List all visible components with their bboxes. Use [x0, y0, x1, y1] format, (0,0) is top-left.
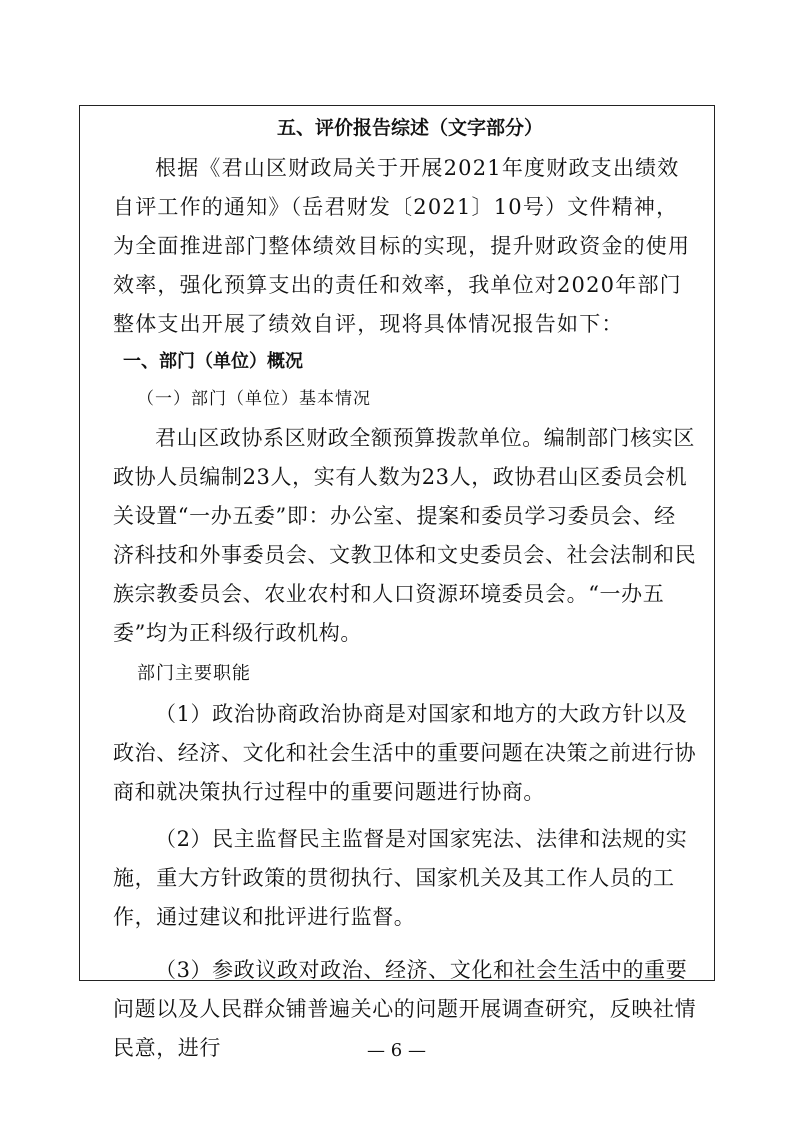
- function-item-1: （1）政治协商政治协商是对国家和地方的大政方针以及政治、经济、文化和社会生活中的重要问题在决策之前进行协商和就决策执行过程中的重要问题进行协商。: [113, 702, 697, 804]
- heading-department-overview: 一、部门（单位）概况: [123, 351, 303, 372]
- function-item-2: （2）民主监督民主监督是对国家宪法、法律和法规的实施，重大方针政策的贯彻执行、国家机关及其工作人员的工作，通过建议和批评进行监督。: [113, 827, 688, 929]
- section-title: 五、评价报告综述（文字部分）: [276, 117, 543, 139]
- intro-paragraph: 根据《君山区财政局关于开展2021年度财政支出绩效自评工作的通知》（岳君财发〔2021〕10号）文件精神，为全面推进部门整体绩效目标的实现，提升财政资金的使用效率，强化预算支出的责任和效率，我单位对2020年部门整体支出开展了绩效自评，现将具体情况报告如下：: [113, 156, 691, 336]
- page-number: — 6 —: [367, 1040, 426, 1061]
- basic-info-paragraph: 君山区政协系区财政全额预算拨款单位。编制部门核实区政协人员编制23人，实有人数为23人，政协君山区委员会机关设置“一办五委”即：办公室、提案和委员学习委员会、经济科技和外事委员会、文教卫体和文史委员会、社会法制和民族宗教委员会、农业农村和人口资源环境委员会。“一办五委”均为正科级行政机构。: [113, 426, 697, 645]
- report-content: [113, 110, 697, 1068]
- function-item-3: （3）参政议政对政治、经济、文化和社会生活中的重要问题以及人民群众铺普遍关心的问题开展调查研究，反映社情民意，进行: [113, 958, 697, 1060]
- heading-basic-info: （一）部门（单位）基本情况: [137, 389, 371, 409]
- heading-main-functions: 部门主要职能: [137, 663, 251, 684]
